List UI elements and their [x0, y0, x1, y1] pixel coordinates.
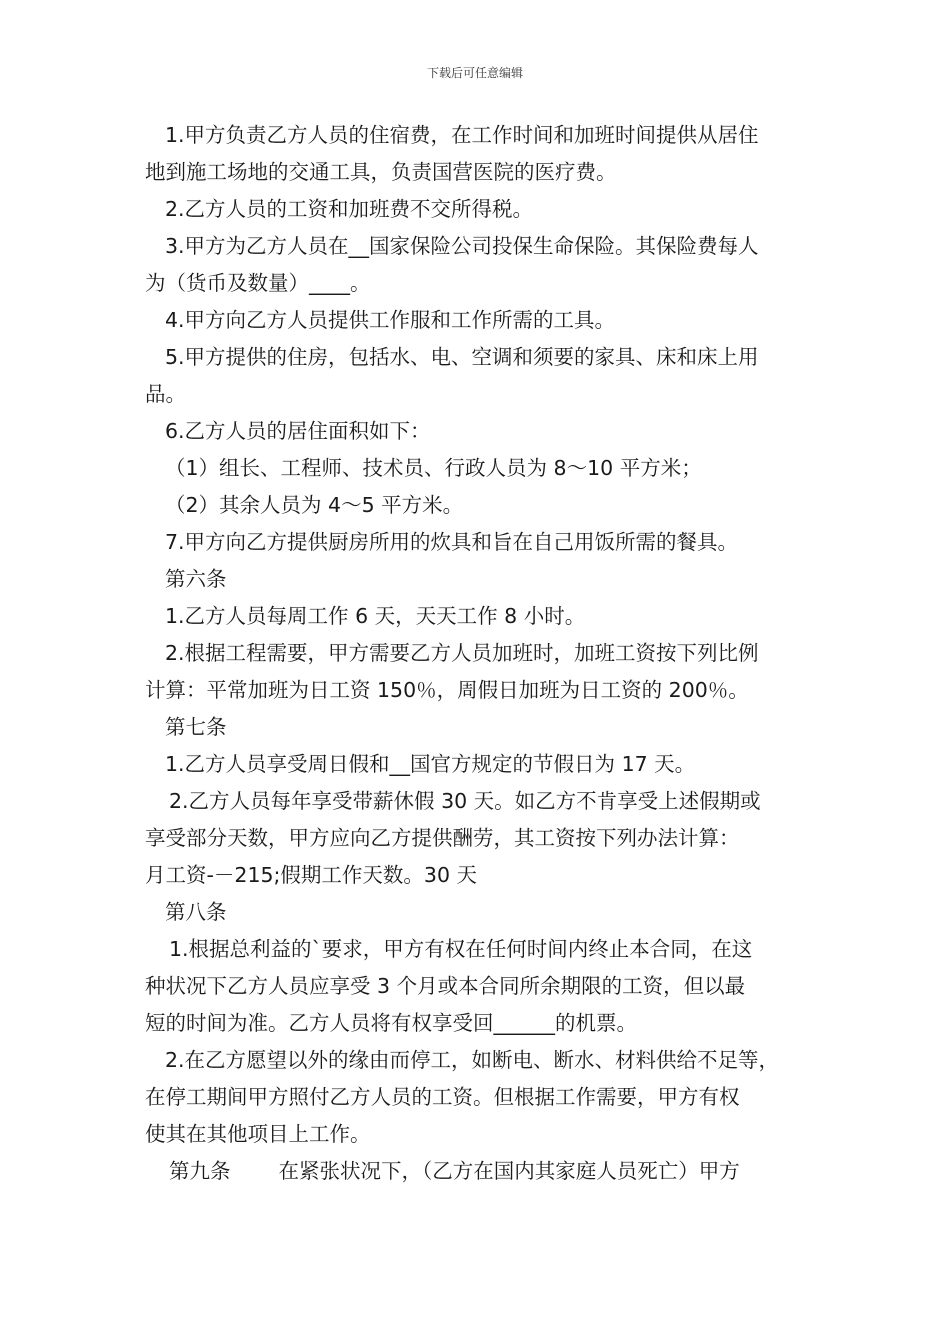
page-header: 下载后可任意编辑: [426, 66, 523, 80]
paragraph: 2.在乙方愿望以外的缘由而停工，如断电、断水、材料供给不足等，: [165, 1048, 780, 1072]
paragraph: 2.乙方人员每年享受带薪休假 30 天。如乙方不肯享受上述假期或: [169, 789, 761, 813]
paragraph: 5.甲方提供的住房，包括水、电、空调和须要的家具、床和床上用: [165, 345, 759, 369]
paragraph: 1.乙方人员享受周日假和__国官方规定的节假日为 17 天。: [165, 752, 696, 776]
article-9-line: [145, 1153, 815, 1190]
section-heading: 第八条: [165, 900, 227, 924]
section-heading: 第七条: [165, 715, 227, 739]
paragraph: 种状况下乙方人员应享受 3 个月或本合同所余期限的工资，但以最: [145, 974, 746, 998]
article-9-text: 在紧张状况下，（乙方在国内其家庭人员死亡）甲方: [278, 1159, 740, 1183]
paragraph: 享受部分天数，甲方应向乙方提供酬劳，其工资按下列办法计算：: [145, 826, 740, 850]
paragraph: 4.甲方向乙方人员提供工作服和工作所需的工具。: [165, 308, 616, 332]
article-9-label: 第九条: [169, 1159, 231, 1183]
paragraph: 品。: [145, 382, 186, 406]
paragraph: 2.根据工程需要，甲方需要乙方人员加班时，加班工资按下列比例: [165, 641, 759, 665]
paragraph: 7.甲方向乙方提供厨房所用的炊具和旨在自己用饭所需的餐具。: [165, 530, 739, 554]
paragraph: （2）其余人员为 4～5 平方米。: [165, 493, 464, 517]
paragraph: 1.甲方负责乙方人员的住宿费，在工作时间和加班时间提供从居住: [165, 123, 759, 147]
paragraph: 地到施工场地的交通工具，负责国营医院的医疗费。: [145, 160, 617, 184]
paragraph: 1.乙方人员每周工作 6 天，天天工作 8 小时。: [165, 604, 586, 628]
paragraph: 月工资-－215;假期工作天数。30 天: [145, 863, 478, 887]
paragraph: 3.甲方为乙方人员在__国家保险公司投保生命保险。其保险费每人: [165, 234, 759, 258]
paragraph: 短的时间为准。乙方人员将有权享受回______的机票。: [145, 1011, 637, 1035]
paragraph: 计算：平常加班为日工资 150％，周假日加班为日工资的 200％。: [145, 678, 749, 702]
document-body: [145, 117, 815, 1190]
paragraph: （1）组长、工程师、技术员、行政人员为 8～10 平方米；: [165, 456, 702, 480]
paragraph: 在停工期间甲方照付乙方人员的工资。但根据工作需要，甲方有权: [145, 1085, 740, 1109]
paragraph: 1.根据总利益的`要求，甲方有权在任何时间内终止本合同，在这: [169, 937, 753, 961]
paragraph: 2.乙方人员的工资和加班费不交所得税。: [165, 197, 534, 221]
paragraph: 为（货币及数量）____。: [145, 271, 371, 295]
paragraph: 6.乙方人员的居住面积如下：: [165, 419, 431, 443]
section-heading: 第六条: [165, 567, 227, 591]
paragraph: 使其在其他项目上工作。: [145, 1122, 371, 1146]
